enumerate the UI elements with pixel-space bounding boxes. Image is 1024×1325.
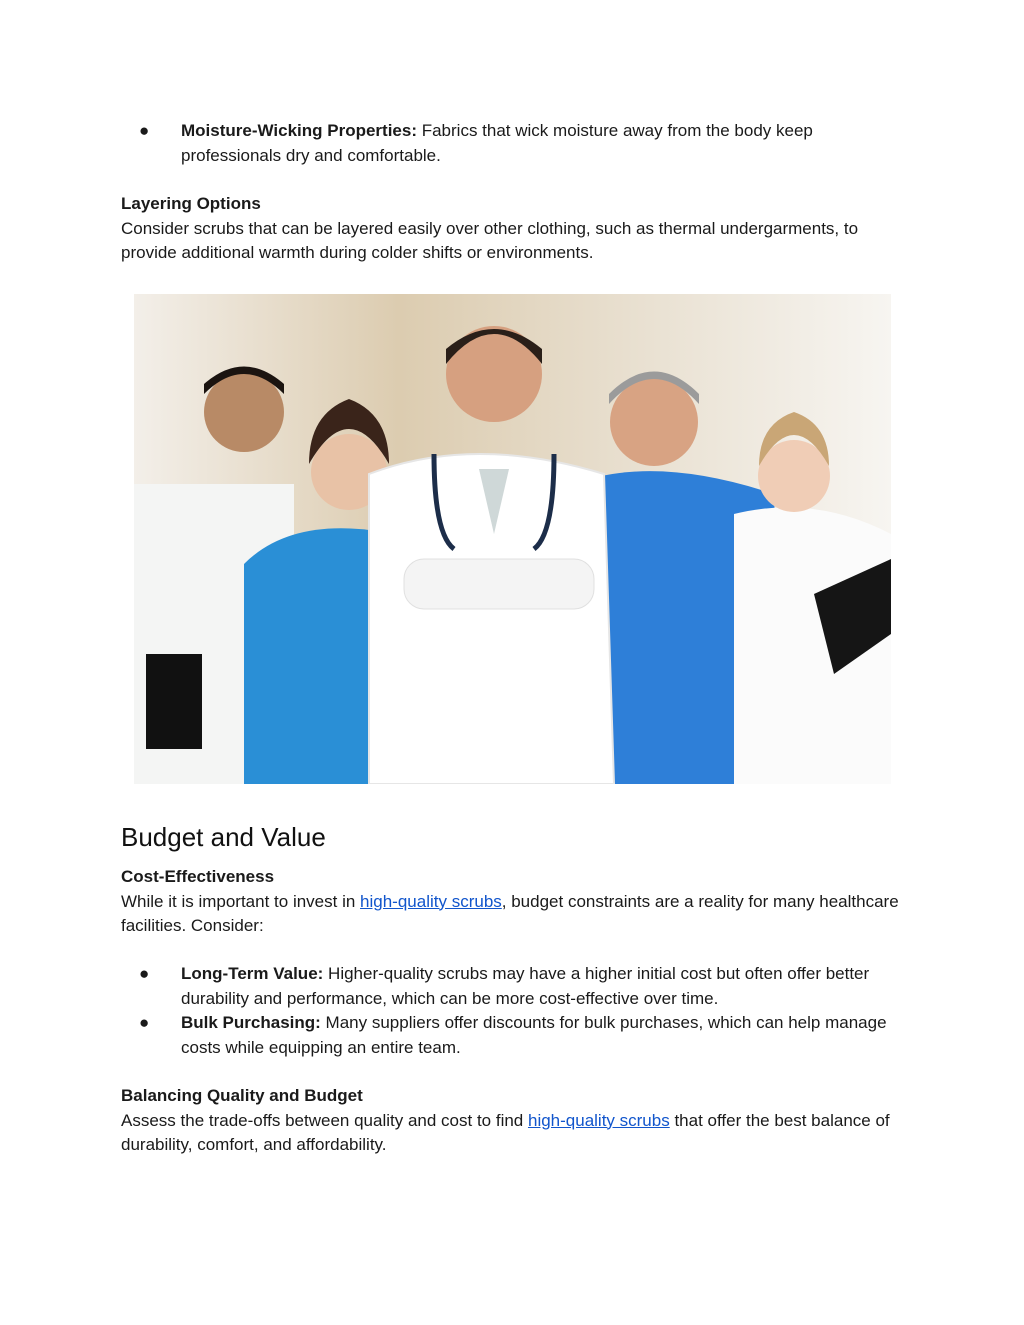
budget-bullet-list bbox=[121, 962, 901, 1060]
balancing-heading: Balancing Quality and Budget bbox=[121, 1086, 363, 1105]
cost-effectiveness-section bbox=[121, 865, 911, 939]
layering-heading: Layering Options bbox=[121, 194, 261, 213]
balancing-section bbox=[121, 1084, 911, 1158]
cost-text-before: While it is important to invest in bbox=[121, 891, 361, 911]
list-item bbox=[121, 119, 901, 168]
bullet-label: Bulk Purchasing: bbox=[181, 1013, 321, 1032]
balancing-text-after: that offer the best balance of durability, comfort, and affordability. bbox=[121, 1110, 890, 1154]
bullet-text: Fabrics that wick moisture away from the body keep professionals dry and comfortable. bbox=[181, 121, 813, 165]
layering-body: Consider scrubs that can be layered easily over other clothing, such as thermal undergarments, to provide additional warmth during colder shifts or environments. bbox=[121, 218, 859, 262]
bullet-icon: ● bbox=[139, 964, 150, 983]
high-quality-scrubs-link[interactable]: high-quality scrubs bbox=[360, 891, 502, 911]
bullet-label: Moisture-Wicking Properties: bbox=[181, 121, 417, 140]
cost-text-after: , budget constraints are a reality for many healthcare facilities. Consider: bbox=[121, 891, 899, 935]
list-item bbox=[121, 962, 901, 1011]
bullet-text: Higher-quality scrubs may have a higher initial cost but often offer better durability and performance, which can be more cost-effective over time. bbox=[181, 964, 870, 1008]
cost-body bbox=[121, 890, 911, 939]
bullet-icon: ● bbox=[139, 121, 150, 140]
high-quality-scrubs-link[interactable]: high-quality scrubs bbox=[527, 1110, 670, 1130]
list-item bbox=[121, 1011, 901, 1060]
balancing-text-before: Assess the trade-offs between quality and cost to find bbox=[121, 1110, 528, 1130]
balancing-body bbox=[121, 1109, 911, 1158]
medical-team-photo bbox=[134, 294, 891, 784]
intro-bullet-list bbox=[121, 119, 901, 168]
medical-team-photo-icon bbox=[134, 294, 891, 784]
bullet-label: Long-Term Value: bbox=[181, 964, 324, 983]
bullet-icon: ● bbox=[139, 1013, 150, 1032]
bullet-text: Many suppliers offer discounts for bulk purchases, which can help manage costs while equipping an entire team. bbox=[181, 1013, 887, 1057]
cost-heading: Cost-Effectiveness bbox=[121, 867, 275, 886]
layering-section bbox=[121, 192, 911, 266]
budget-heading: Budget and Value bbox=[121, 822, 326, 852]
